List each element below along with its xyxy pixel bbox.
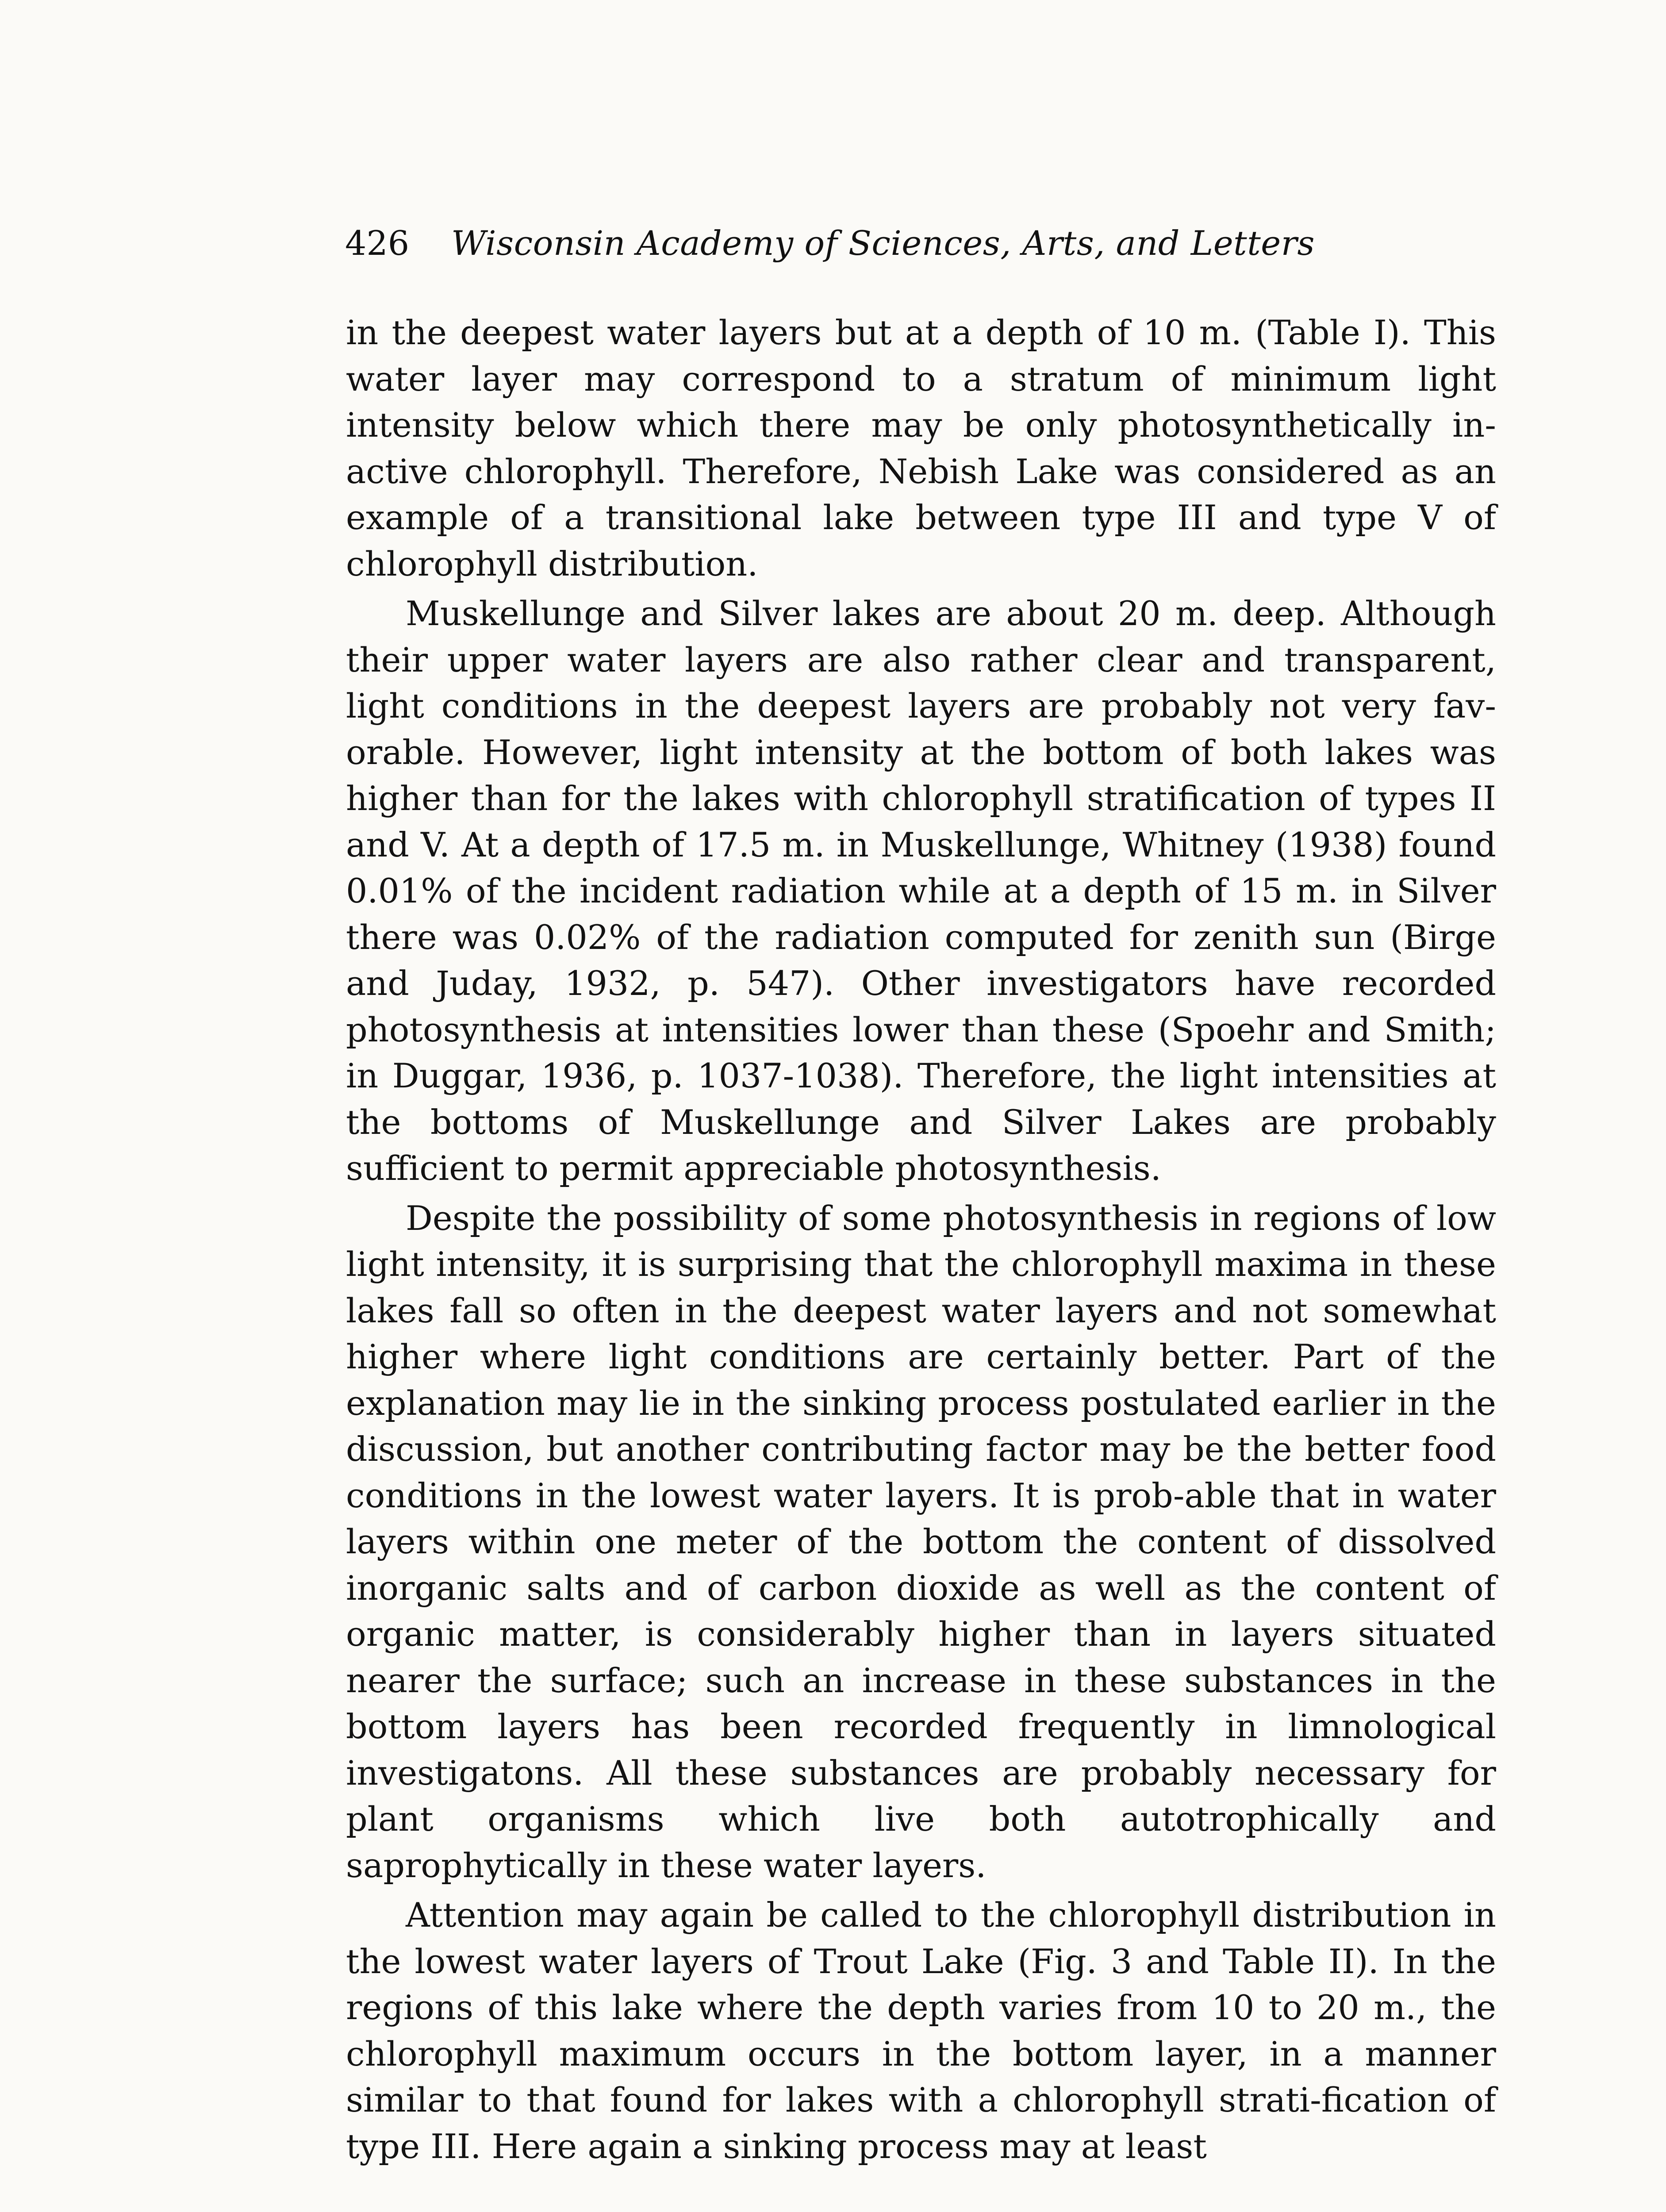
paragraph-continuation: in the deepest water layers but at a depth of 10 m. (Table I). This water layer may correspond to a stratum of minimum light intensity below which there may be only photosynthetically in-active chlorophyll. Therefore, Nebish Lake was considered as an example of a transitional lake between type III and type V of chlorophyll distribution. xyxy=(346,313,1496,584)
paragraph-muskellunge-silver: Muskellunge and Silver lakes are about 20 m. deep. Although their upper water layers are also rather clear and transparent, light conditions in the deepest layers are probably not very fav-orable. However, light intensity at the bottom of both lakes was higher than for the lakes with chlorophyll stratification of types II and V. At a depth of 17.5 m. in Muskellunge, Whitney (1938) found 0.01% of the incident radiation while at a depth of 15 m. in Silver there was 0.02% of the radiation computed for zenith sun (Birge and Juday, 1932, p. 547). Other investigators have recorded photosynthesis at intensities lower than these (Spoehr and Smith; in Duggar, 1936, p. 1037-1038). Therefore, the light intensities at the bottoms of Muskellunge and Silver Lakes are probably sufficient to permit appreciable photosynthesis. xyxy=(346,594,1496,1188)
body-text xyxy=(346,310,1496,2170)
paragraph-chlorophyll-maxima: Despite the possibility of some photosynthesis in regions of low light intensity, it is surprising that the chlorophyll maxima in these lakes fall so often in the deepest water layers and not somewhat higher where light conditions are certainly better. Part of the explanation may lie in the sinking process postulated earlier in the discussion, but another contributing factor may be the better food conditions in the lowest water layers. It is prob-able that in water layers within one meter of the bottom the content of dissolved inorganic salts and of carbon dioxide as well as the content of organic matter, is considerably higher than in layers situated nearer the surface; such an increase in these substances in the bottom layers has been recorded frequently in limnological investigatons. All these substances are probably necessary for plant organisms which live both autotrophically and saprophytically in these water layers. xyxy=(346,1198,1496,1885)
running-head xyxy=(345,223,1363,272)
paragraph-trout-lake: Attention may again be called to the chlorophyll distribution in the lowest water layers of Trout Lake (Fig. 3 and Table II). In the regions of this lake where the depth varies from 10 to 20 m., the chlorophyll maximum occurs in the bottom layer, in a manner similar to that found for lakes with a chlorophyll strati-fication of type III. Here again a sinking process may at least xyxy=(346,1895,1496,2166)
page-number: 426 xyxy=(345,223,410,263)
journal-title: Wisconsin Academy of Sciences, Arts, and Letters xyxy=(451,223,1315,263)
